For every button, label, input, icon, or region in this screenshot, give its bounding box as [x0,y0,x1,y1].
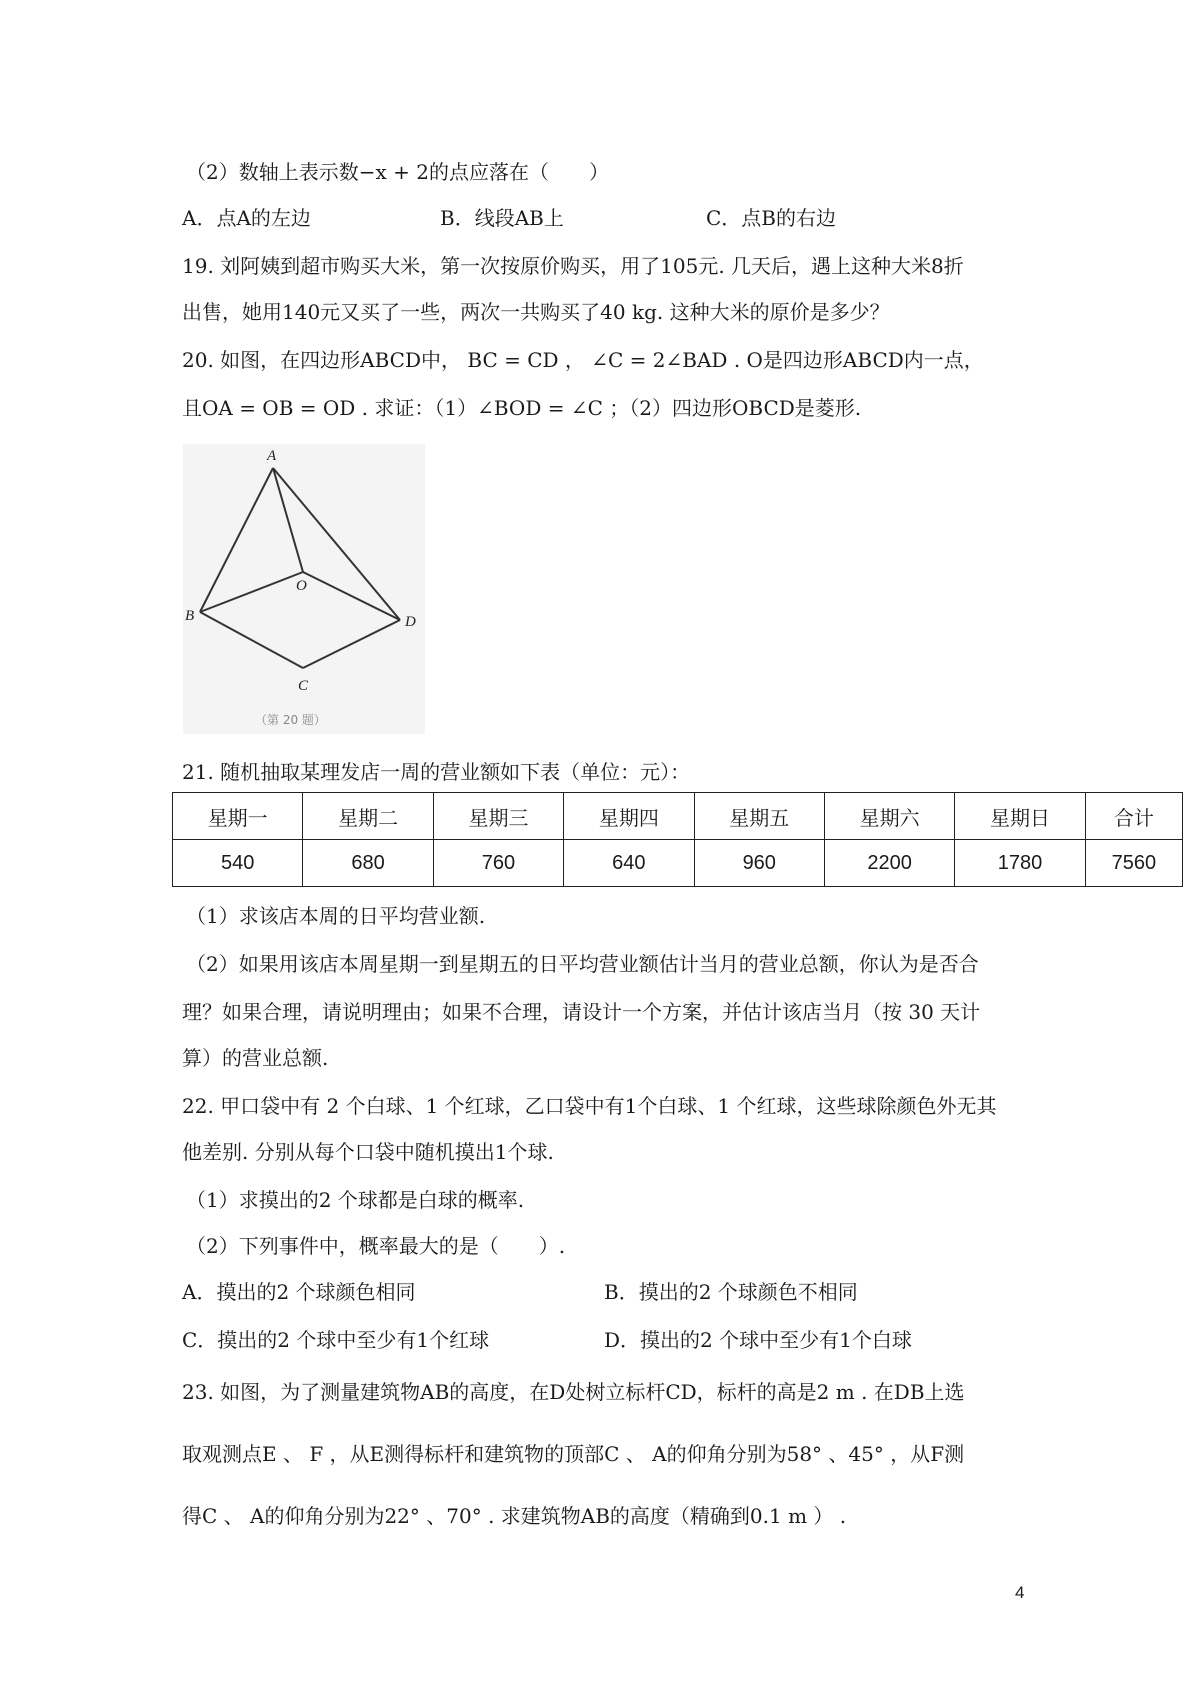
page-number: 4 [1015,1583,1025,1602]
q18-option-a: A．点A的左边 [182,206,311,230]
q19-line2: 出售，她用140元又买了一些，两次一共购买了40 kg. 这种大米的原价是多少？ [182,300,890,324]
q20-line1: 20. 如图，在四边形ABCD中， BC = CD ， ∠C = 2∠BAD . O是四边形ABCD内一点， [182,348,984,372]
q20-figure [183,444,425,734]
table-cell: 760 [433,840,563,887]
q22-option-d: D．摸出的2 个球中至少有1个白球 [604,1328,912,1352]
table-header-cell: 星期六 [824,793,954,840]
label-a: A [267,448,277,464]
quadrilateral-diagram [183,444,425,734]
q18-part2: （2）数轴上表示数−x + 2的点应落在（ ） [186,160,609,184]
q18-option-c: C．点B的右边 [706,206,836,230]
q21-part1: （1）求该店本周的日平均营业额. [186,904,486,928]
q21-part2-line3: 算）的营业总额. [182,1046,329,1070]
table-header-cell: 星期三 [433,793,563,840]
label-d: D [405,614,416,630]
table-header-cell: 星期四 [564,793,694,840]
table-cell: 640 [564,840,694,887]
q18-option-b: B．线段AB上 [440,206,564,230]
table-cell: 680 [303,840,433,887]
table-row [173,840,1183,887]
table-cell: 1780 [955,840,1085,887]
q21-intro: 21. 随机抽取某理发店一周的营业额如下表（单位：元）： [182,760,691,784]
q19-line1: 19. 刘阿姨到超市购买大米，第一次按原价购买，用了105元. 几天后，遇上这种大米8折 [182,254,964,278]
table-header-row [173,793,1183,840]
label-c: C [298,678,309,694]
q23-line2: 取观测点E 、 F ，从E测得标杆和建筑物的顶部C 、 A的仰角分别为58° 、45° ，从F测 [182,1442,965,1466]
q21-part2-line1: （2）如果用该店本周星期一到星期五的日平均营业额估计当月的营业总额，你认为是否合 [186,952,979,976]
q22-part1: （1）求摸出的2 个球都是白球的概率. [186,1188,525,1212]
table-cell: 540 [173,840,303,887]
q23-line3: 得C 、 A的仰角分别为22° 、70° . 求建筑物AB的高度（精确到0.1 m ） . [182,1504,847,1528]
q23-line1: 23. 如图，为了测量建筑物AB的高度，在D处树立标杆CD，标杆的高是2 m . 在DB上选 [182,1380,965,1404]
table-header-cell: 星期五 [694,793,824,840]
q20-line2: 且OA = OB = OD . 求证：（1）∠BOD = ∠C ；（2）四边形OBCD是菱形. [182,396,862,420]
table-header-cell: 合计 [1085,793,1182,840]
q21-part2-line2: 理？如果合理，请说明理由；如果不合理，请设计一个方案，并估计该店当月（按 30 天计 [182,1000,981,1024]
label-b: B [185,608,195,624]
figure-caption: （第 20 题） [255,713,326,727]
q22-line2: 他差别. 分别从每个口袋中随机摸出1个球. [182,1140,554,1164]
q22-option-b: B．摸出的2 个球颜色不相同 [604,1280,858,1304]
q22-line1: 22. 甲口袋中有 2 个白球、1 个红球，乙口袋中有1个白球、1 个红球，这些球除颜色外无其 [182,1094,997,1118]
table-header-cell: 星期二 [303,793,433,840]
q22-part2: （2）下列事件中，概率最大的是（ ）. [186,1234,566,1258]
q22-option-c: C．摸出的2 个球中至少有1个红球 [182,1328,490,1352]
sales-table [172,792,1183,887]
q22-option-a: A．摸出的2 个球颜色相同 [182,1280,416,1304]
table-cell: 2200 [824,840,954,887]
table-cell: 960 [694,840,824,887]
table-header-cell: 星期一 [173,793,303,840]
label-o: O [296,578,307,594]
table-cell: 7560 [1085,840,1182,887]
table-header-cell: 星期日 [955,793,1085,840]
